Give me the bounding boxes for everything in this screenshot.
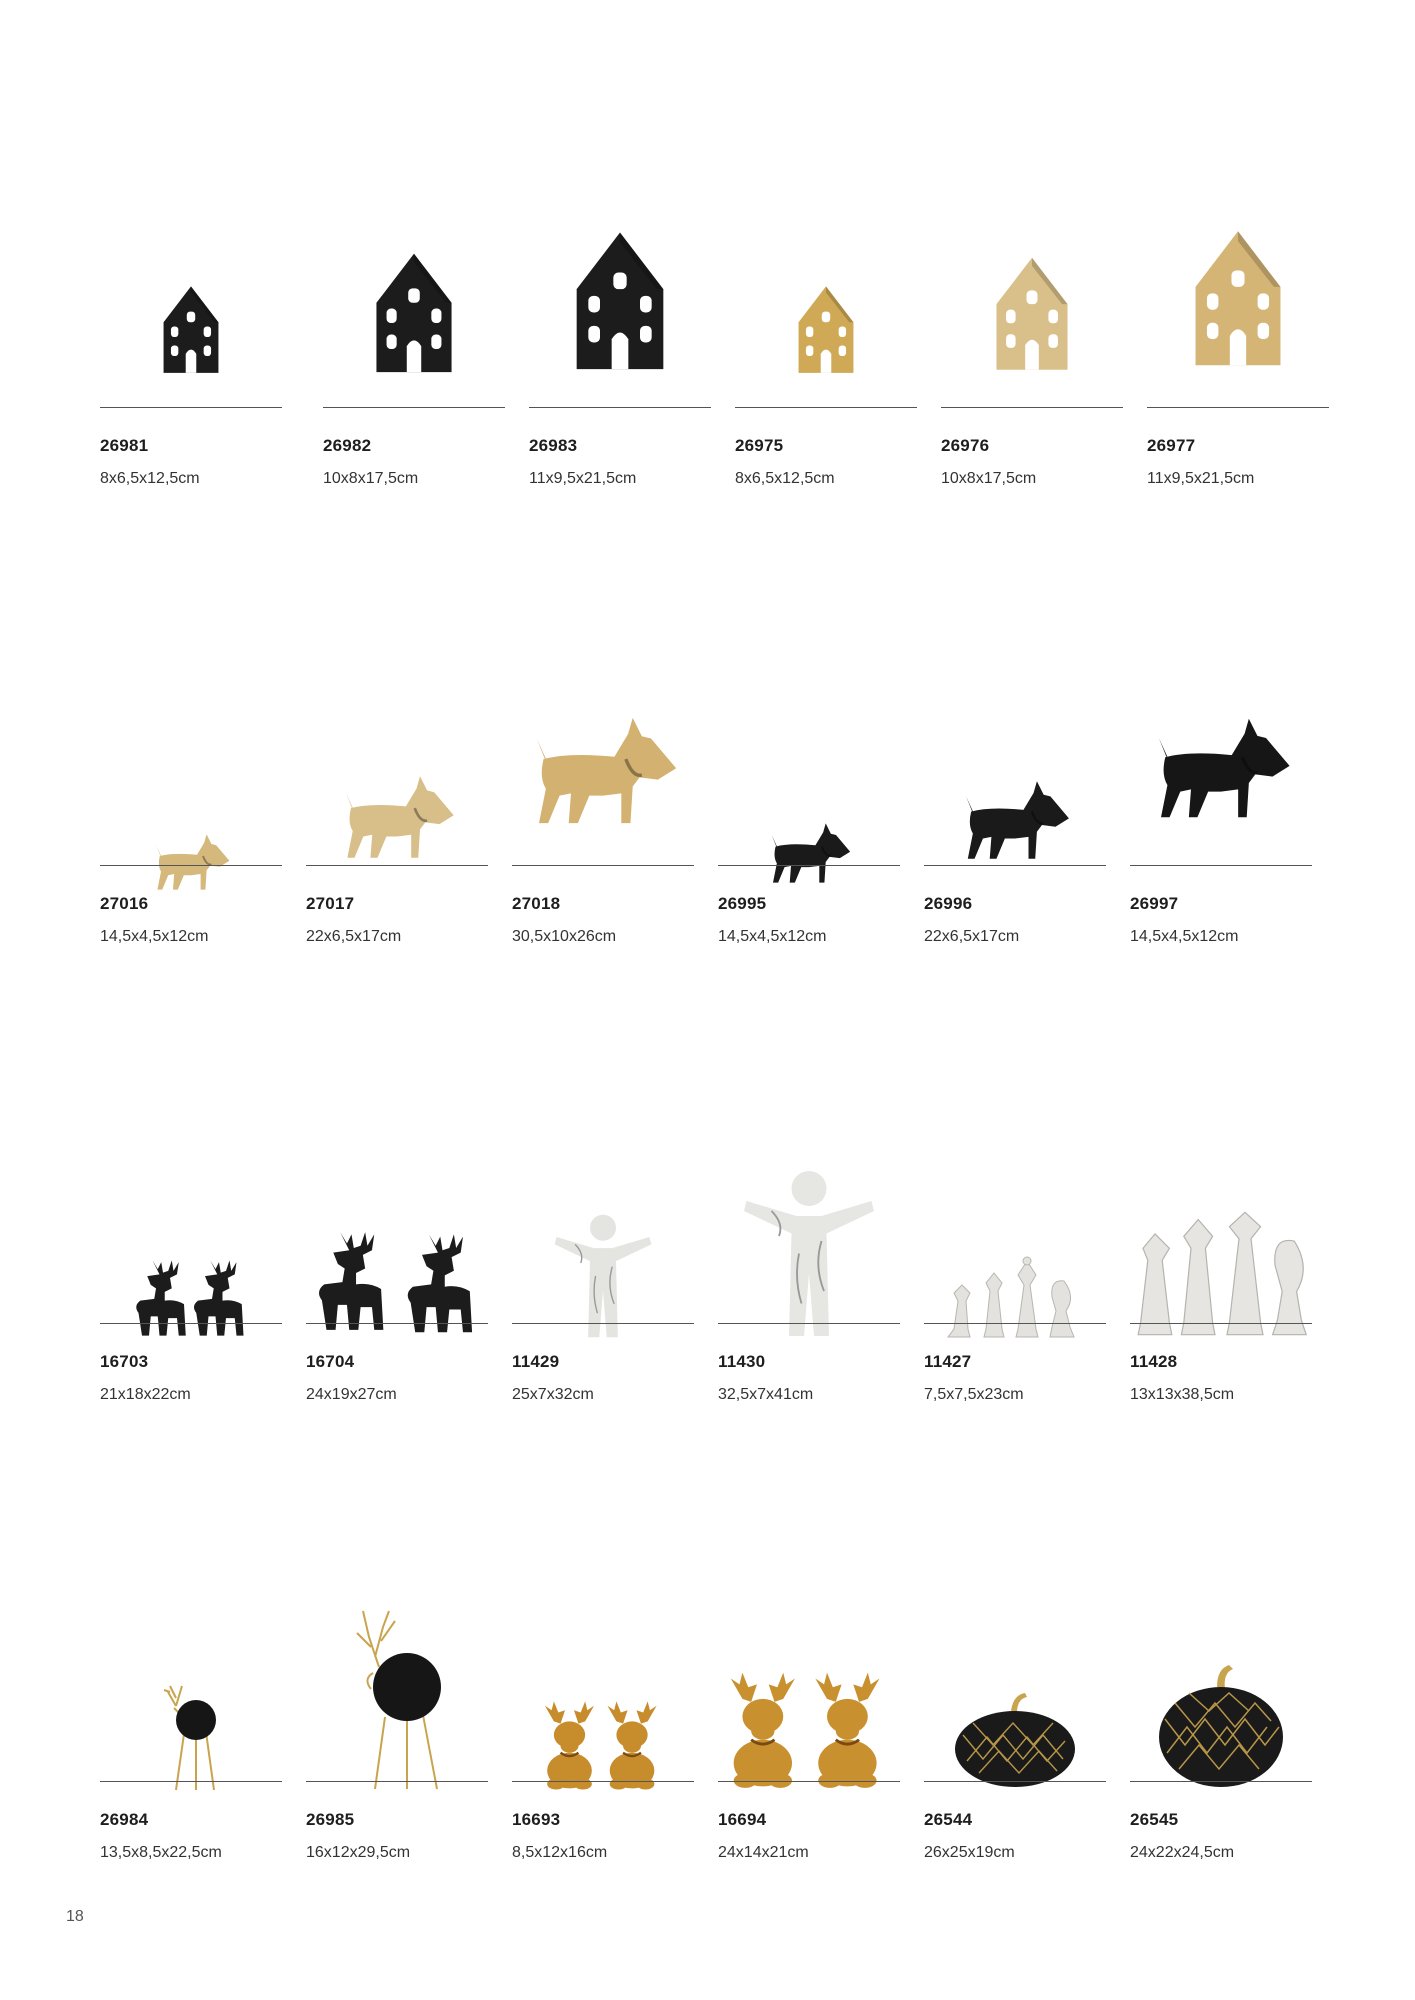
product-code: 26975 [735,436,784,455]
moose-pair-black-small-icon [100,1216,282,1338]
marble-figure-large-icon [718,1116,900,1341]
product-code: 26981 [100,436,149,455]
dog-black-large-icon [1130,698,1312,838]
product-dimensions: 22x6,5x17cm [924,928,1020,945]
product-code: 11429 [512,1352,560,1371]
product-code: 26544 [924,1810,973,1829]
divider [100,1323,282,1324]
product-dimensions: 13x13x38,5cm [1130,1386,1235,1403]
product-dimensions: 16x12x29,5cm [306,1844,411,1861]
product-dimensions: 25x7x32cm [512,1386,594,1403]
product-dimensions: 30,5x10x26cm [512,928,617,945]
divider [718,1323,900,1324]
product-code: 26997 [1130,894,1179,913]
divider [924,1781,1106,1782]
dog-black-small-icon [718,758,900,888]
divider [512,1781,694,1782]
product-code: 16704 [306,1352,355,1371]
product-code: 26983 [529,436,578,455]
gold-moose-pair-large-icon [718,1614,900,1792]
product-dimensions: 24x14x21cm [718,1844,809,1861]
product-code: 27016 [100,894,149,913]
product-dimensions: 7,5x7,5x23cm [924,1386,1024,1403]
chess-pieces-large-icon [1130,1156,1312,1341]
divider [512,1323,694,1324]
house-gold-large-icon [1147,215,1329,375]
product-code: 11427 [924,1352,972,1371]
divider [306,1781,488,1782]
product-code: 16694 [718,1810,767,1829]
house-black-small-icon [100,200,282,375]
divider [1130,1323,1312,1324]
moose-pair-black-large-icon [306,1186,488,1336]
product-code: 26977 [1147,436,1196,455]
divider [941,407,1123,408]
product-code: 27017 [306,894,355,913]
divider [718,1781,900,1782]
divider [512,865,694,866]
product-dimensions: 24x22x24,5cm [1130,1844,1235,1861]
product-dimensions: 8,5x12x16cm [512,1844,608,1861]
product-code: 16703 [100,1352,149,1371]
gold-moose-pair-small-icon [512,1654,694,1792]
house-gold-medium-icon [941,245,1123,375]
divider [924,1323,1106,1324]
product-code: 11428 [1130,1352,1178,1371]
divider [1130,865,1312,866]
product-dimensions: 24x19x27cm [306,1386,397,1403]
divider [100,407,282,408]
pumpkin-black-gold-small-icon [924,1634,1106,1789]
product-dimensions: 10x8x17,5cm [941,470,1037,487]
divider [100,1781,282,1782]
dog-gold-small-icon [100,758,282,893]
divider [718,865,900,866]
product-dimensions: 22x6,5x17cm [306,928,402,945]
dog-gold-large-icon [512,698,694,838]
divider [924,865,1106,866]
product-code: 16693 [512,1810,561,1829]
divider [323,407,505,408]
dog-gold-medium-icon [306,728,488,863]
house-black-medium-icon [323,240,505,375]
pumpkin-black-gold-large-icon [1130,1614,1312,1789]
product-code: 26545 [1130,1810,1179,1829]
product-dimensions: 21x18x22cm [100,1386,191,1403]
product-code: 27018 [512,894,561,913]
product-dimensions: 13,5x8,5x22,5cm [100,1844,222,1861]
product-dimensions: 14,5x4,5x12cm [100,928,209,945]
divider [100,865,282,866]
product-dimensions: 11x9,5x21,5cm [529,470,637,487]
page-number: 18 [66,1908,84,1925]
product-code: 11430 [718,1352,766,1371]
product-dimensions: 8x6,5x12,5cm [735,470,835,487]
divider [306,1323,488,1324]
chess-pieces-small-icon [924,1206,1106,1341]
divider [306,865,488,866]
ball-deer-large-icon [306,1574,488,1792]
dog-black-medium-icon [924,738,1106,868]
product-dimensions: 26x25x19cm [924,1844,1015,1861]
product-code: 26995 [718,894,767,913]
house-gold-small-icon [735,280,917,375]
product-code: 26985 [306,1810,355,1829]
product-dimensions: 14,5x4,5x12cm [1130,928,1239,945]
divider [1130,1781,1312,1782]
marble-figure-small-icon [512,1156,694,1341]
product-code: 26982 [323,436,372,455]
divider [529,407,711,408]
product-code: 26984 [100,1810,149,1829]
house-black-large-icon [529,220,711,375]
product-code: 26996 [924,894,973,913]
ball-deer-small-icon [100,1614,282,1792]
product-code: 26976 [941,436,990,455]
product-dimensions: 14,5x4,5x12cm [718,928,827,945]
product-dimensions: 8x6,5x12,5cm [100,470,200,487]
product-dimensions: 11x9,5x21,5cm [1147,470,1255,487]
divider [735,407,917,408]
product-dimensions: 32,5x7x41cm [718,1386,814,1403]
product-dimensions: 10x8x17,5cm [323,470,419,487]
divider [1147,407,1329,408]
